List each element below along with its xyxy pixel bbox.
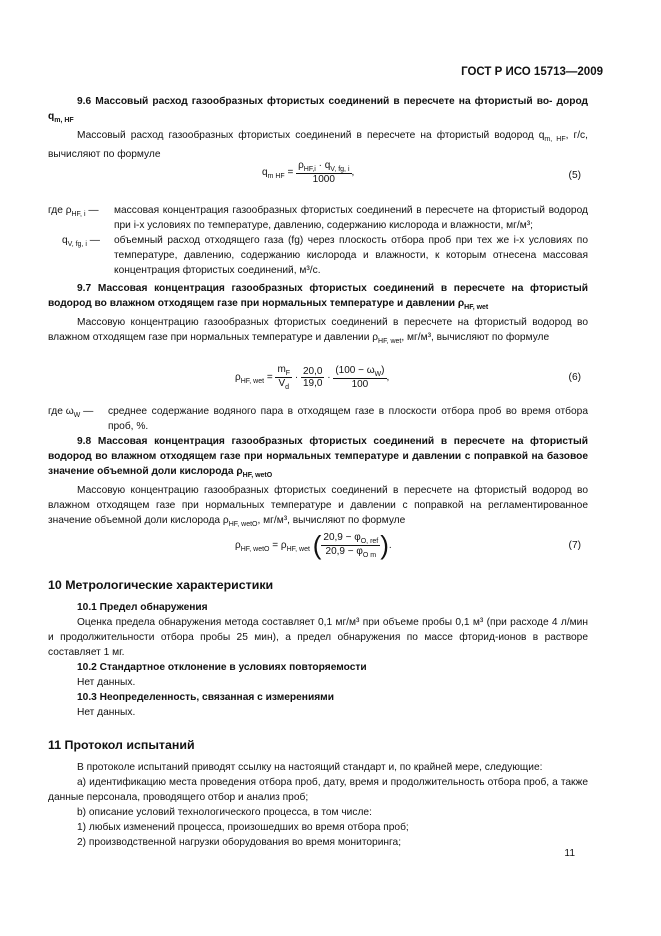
list-item: a) идентификацию места проведения отбора проб, дату, время и продолжительность отбора проб, а также данные персонала, проводящего отбор и анализ проб; [48, 777, 588, 803]
formula-6: $\rho_{HF, wet}$ = $\frac{m_F}{V_d}$ · $\frac{20,0}{19,0}$ · $\frac{(100 - \omega_W)}{100}$ , [235, 364, 390, 391]
formula-5-number: (5) [568, 170, 581, 181]
section-10-2-text: Нет данных. [77, 677, 136, 688]
section-9-7-title: 9.7 Массовая концентрация газообразных фтористых соединений в пересчете на фтористый водород во влажном отходящем газе при нормальных температуре и давлении $\rho_{HF, wet}$ [48, 283, 588, 312]
standard-header: ГОСТ Р ИСО 15713—2009 [461, 66, 603, 78]
definition-rho-hf-i: где $\rho_{HF, i}$ — массовая концентрация газообразных фтористых соединений в пересчете на фтористый водород при i-х условиях по температуре, давлению, содержанию кислорода и влажности, мг/м³; [48, 205, 588, 231]
section-9-7 [48, 281, 588, 349]
list-item: 2) производственной нагрузки оборудования во время мониторинга; [77, 837, 402, 848]
definition-qv-fg-i: $q_{V, fg, i}$ — объемный расход отходящего газа (fg) через плоскость отбора проб при тех же i-х условиях по температуре, давлению, содержанию кислорода и влажности, к которым отнесена массовая концентрация фтористых соединений, м³/с. [62, 235, 588, 276]
list-item: 1) любых изменений процесса, произошедших во время отбора проб; [77, 822, 409, 833]
section-9-6-definitions [48, 203, 588, 278]
section-9-6 [48, 94, 588, 162]
section-9-8-text: Массовую концентрацию газообразных фтористых соединений в пересчете на фтористый водород во влажном отходящем газе при нормальных температуре и давлении с поправкой на регламентированное значение объемной доли кислорода $\rho_{HF, wetO}$, мг/м³, вычисляют по формуле [48, 485, 588, 529]
section-10 [48, 578, 588, 720]
section-10-title: 10 Метрологические характеристики [48, 578, 274, 592]
formula-6-number: (6) [568, 372, 581, 383]
section-10-2-title: 10.2 Стандартное отклонение в условиях повторяемости [77, 662, 367, 673]
section-10-1-title: 10.1 Предел обнаружения [77, 602, 208, 613]
formula-7: $\rho_{HF, wetO} = \rho_{HF, wet}$ ( $\frac{20,9 - \varphi_{O, ref}}{20,9 - \varphi_{O m}}$ ). [235, 530, 392, 560]
section-9-7-text: Массовую концентрацию газообразных фтористых соединений в пересчете на фтористый водород во влажном отходящем газе при нормальных температуре и давлении $\rho_{HF, wet}$, мг/м³, вычисляют по формуле [48, 317, 588, 346]
list-item: b) описание условий технологического процесса, в том числе: [77, 807, 372, 818]
section-9-8 [48, 434, 588, 532]
section-10-3-title: 10.3 Неопределенность, связанная с измерениями [77, 692, 334, 703]
page-number: 11 [564, 848, 575, 859]
section-9-6-title: 9.6 Массовый расход газообразных фтористых соединений в пересчете на фтористый во- дород $q_{m, HF}$ [48, 96, 588, 125]
definition-omega-w: где $\omega_W$ — среднее содержание водяного пара в отходящем газе в плоскости отбора проб во время отбора проб, %. [48, 406, 588, 432]
section-9-7-definitions [48, 404, 588, 434]
section-10-3-text: Нет данных. [77, 707, 136, 718]
section-11 [48, 738, 588, 850]
section-9-8-title: 9.8 Массовая концентрация газообразных фтористых соединений в пересчете на фтористый водород во влажном отходящем газе при нормальных температуре и давлении с поправкой на базовое значение объемной доли кислорода $\rho_{HF, wetO}$ [48, 436, 588, 480]
formula-5: $q_{m HF}$ = $\frac{\rho_{HF,i} \cdot q_{V, fg, i}}{1000}$ , [262, 160, 355, 185]
section-10-1-text: Оценка предела обнаружения метода составляет 0,1 мг/м³ при объеме пробы 0,1 м³ (при расходе 4 л/мин и продолжительности отбора пробы 25 мин), а предел обнаружения по массе фторид-ионов в растворе составляет 1 мг. [48, 617, 588, 658]
formula-7-number: (7) [568, 540, 581, 551]
section-11-title: 11 Протокол испытаний [48, 738, 195, 752]
section-11-intro: В протоколе испытаний приводят ссылку на настоящий стандарт и, по крайней мере, следующие: [77, 762, 543, 773]
section-9-6-text: Массовый расход газообразных фтористых соединений в пересчете на фтористый водород $q_{m, HF}$, г/с, вычисляют по формуле [48, 130, 588, 161]
